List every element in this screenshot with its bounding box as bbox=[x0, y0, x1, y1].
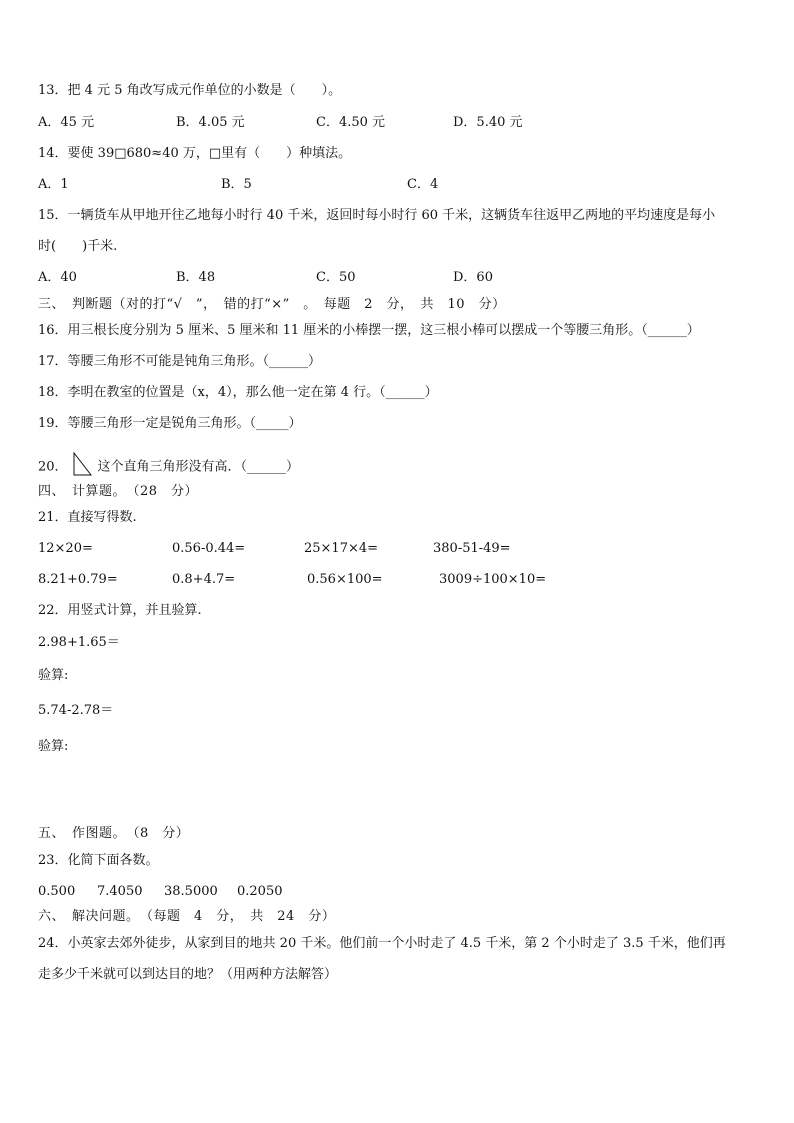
q13-options bbox=[0, 114, 794, 132]
section-3-heading: 三、 判断题（对的打“√ ”， 错的打“×” 。 每题 2 分， 共 10 分） bbox=[38, 297, 506, 312]
q17-text: 17．等腰三角形不可能是钝角三角形。（______） bbox=[38, 354, 322, 369]
right-triangle-icon bbox=[72, 452, 92, 482]
q13-option-b: B．4.05 元 bbox=[176, 115, 245, 130]
q14-options bbox=[0, 176, 794, 194]
q21-item: 0.56×100= bbox=[307, 572, 383, 587]
q21-stem: 21．直接写得数. bbox=[38, 510, 137, 525]
section-4-heading: 四、 计算题。 （28 分） bbox=[38, 484, 199, 499]
q15-option-b: B．48 bbox=[176, 270, 216, 285]
q22-expression-1: 2.98+1.65＝ bbox=[38, 635, 120, 650]
q23-number: 38.5000 bbox=[164, 884, 218, 899]
q14-option-c: C．4 bbox=[407, 177, 439, 192]
q23-number: 7.4050 bbox=[97, 884, 143, 899]
q23-numbers bbox=[0, 883, 794, 901]
q14-stem: 14．要使 39□680≈40 万，□里有（ ）种填法。 bbox=[38, 146, 352, 161]
q21-item: 380-51-49= bbox=[433, 541, 511, 556]
section-5-heading: 五、 作图题。 （8 分） bbox=[38, 826, 190, 841]
q21-item: 8.21+0.79= bbox=[38, 572, 118, 587]
q21-item: 12×20= bbox=[38, 541, 93, 556]
q24-line-1: 24．小英家去郊外徒步，从家到目的地共 20 千米。他们前一个小时走了 4.5 千米，第 2 个小时走了 3.5 千米，他们再 bbox=[38, 936, 726, 951]
q21-item: 25×17×4= bbox=[304, 541, 379, 556]
q15-options bbox=[0, 269, 794, 287]
q21-item: 0.56-0.44= bbox=[172, 541, 246, 556]
q21-item: 3009÷100×10= bbox=[439, 572, 547, 587]
q15-stem-line2: 时( )千米. bbox=[38, 239, 118, 254]
section-6-heading: 六、 解决问题。 （每题 4 分， 共 24 分） bbox=[38, 909, 336, 924]
q15-option-a: A．40 bbox=[38, 270, 77, 285]
q18-text: 18．李明在教室的位置是（x，4），那么他一定在第 4 行。（______） bbox=[38, 385, 438, 400]
q19-text: 19．等腰三角形一定是锐角三角形。（_____） bbox=[38, 416, 302, 431]
q13-option-a: A．45 元 bbox=[38, 115, 95, 130]
q16-text: 16．用三根长度分别为 5 厘米、5 厘米和 11 厘米的小棒摆一摆，这三根小棒可以摆成一个等腰三角形。（______） bbox=[38, 323, 700, 338]
q21-item: 0.8+4.7= bbox=[172, 572, 236, 587]
q15-option-c: C．50 bbox=[316, 270, 356, 285]
q14-option-b: B．5 bbox=[221, 177, 252, 192]
q23-stem: 23．化简下面各数。 bbox=[38, 853, 159, 868]
q13-stem: 13．把 4 元 5 角改写成元作单位的小数是（ ）。 bbox=[38, 83, 342, 98]
q22-expression-2: 5.74-2.78＝ bbox=[38, 703, 114, 718]
q23-number: 0.500 bbox=[38, 884, 76, 899]
q21-row-2 bbox=[0, 571, 794, 589]
q15-option-d: D．60 bbox=[453, 270, 493, 285]
q15-stem-line1: 15．一辆货车从甲地开往乙地每小时行 40 千米，返回时每小时行 60 千米，这辆货车往返甲乙两地的平均速度是每小 bbox=[38, 208, 716, 223]
q22-check-2: 验算: bbox=[38, 739, 69, 754]
q20-number: 20． bbox=[38, 459, 68, 475]
q24-line-2: 走多少千米就可以到达目的地？（用两种方法解答） bbox=[38, 967, 338, 982]
q13-option-c: C．4.50 元 bbox=[316, 115, 386, 130]
q13-option-d: D．5.40 元 bbox=[453, 115, 523, 130]
q22-check-1: 验算: bbox=[38, 668, 69, 683]
q14-option-a: A．1 bbox=[38, 177, 69, 192]
q21-row-1 bbox=[0, 540, 794, 558]
q20-text: 这个直角三角形没有高．（______） bbox=[97, 459, 300, 475]
q23-number: 0.2050 bbox=[237, 884, 283, 899]
q22-stem: 22．用竖式计算，并且验算. bbox=[38, 603, 202, 618]
q20-line bbox=[38, 452, 299, 482]
